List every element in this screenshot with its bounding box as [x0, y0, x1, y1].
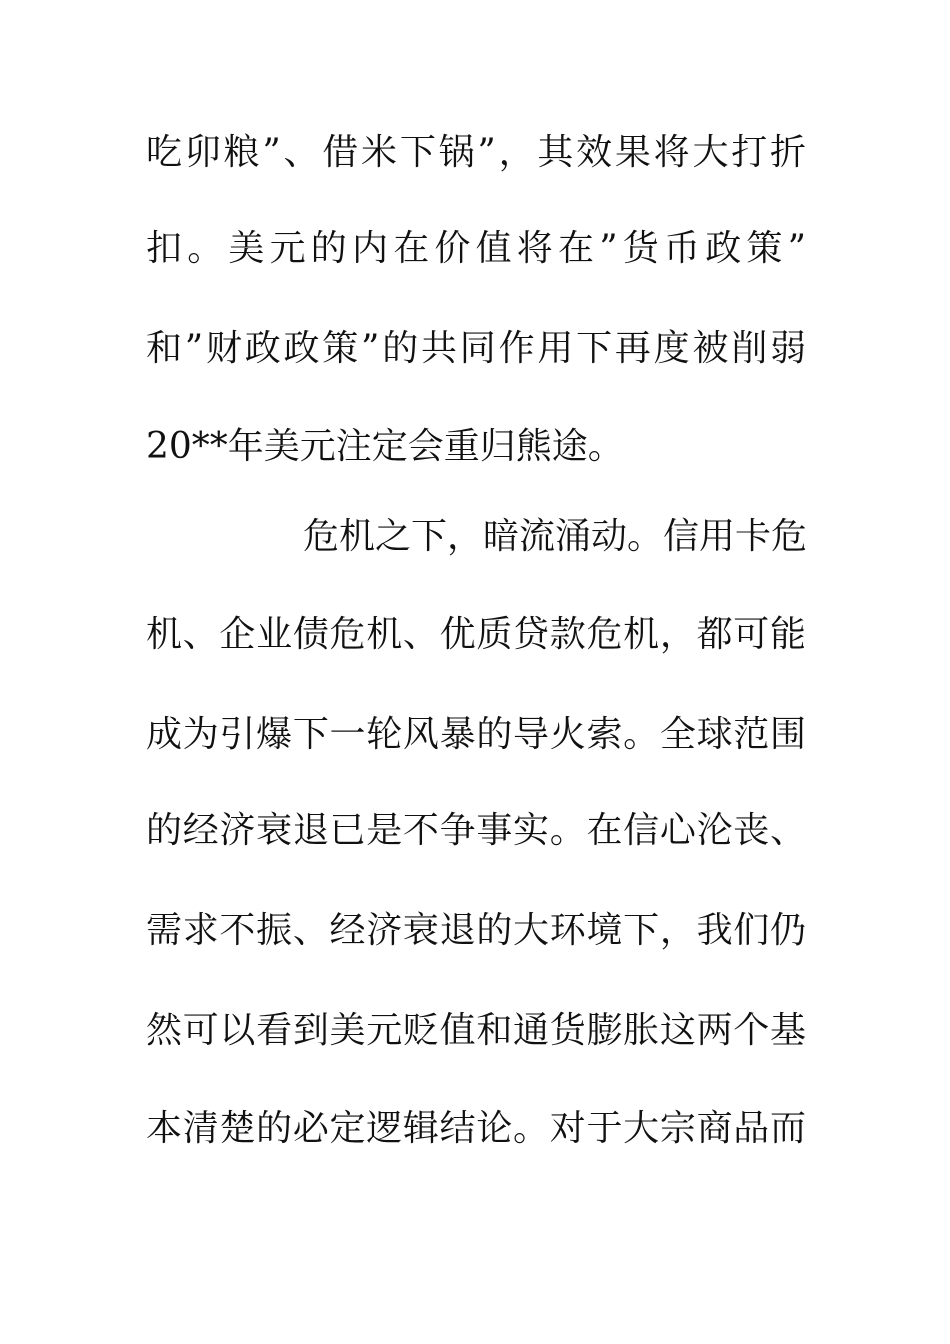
text-line: 机、企业债危机、优质贷款危机，都可能 — [146, 614, 806, 655]
paragraph-first-line: 危机之下，暗流涌动。信用卡危 — [303, 516, 808, 557]
text-line: 和”财政政策”的共同作用下再度被削弱 — [146, 328, 806, 369]
text-line: 吃卯粮”、借米下锅”，其效果将大打折 — [146, 132, 806, 173]
text-line: 的经济衰退已是不争事实。在信心沦丧、 — [146, 810, 806, 851]
text-line: 需求不振、经济衰退的大环境下，我们仍 — [146, 910, 806, 951]
text-line: 20**年美元注定会重归熊途。 — [146, 426, 624, 467]
text-line: 成为引爆下一轮风暴的导火索。全球范围 — [146, 714, 806, 755]
text-line: 然可以看到美元贬值和通货膨胀这两个基 — [146, 1010, 806, 1051]
text-line: 本清楚的必定逻辑结论。对于大宗商品而 — [146, 1108, 806, 1149]
text-line: 扣。美元的内在价值将在”货币政策” — [146, 228, 806, 269]
